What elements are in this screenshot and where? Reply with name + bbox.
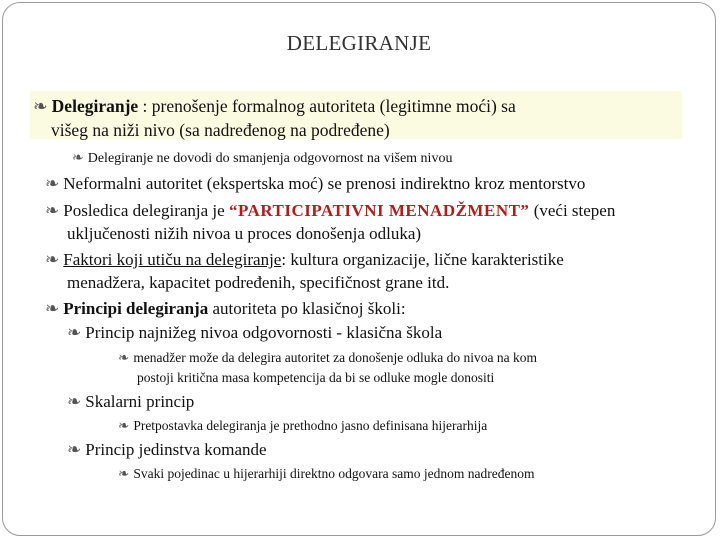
factors-text: : kultura organizacije, lične karakteristike bbox=[281, 250, 564, 269]
principles-text: autoriteta po klasičnoj školi: bbox=[208, 299, 406, 318]
leaf-bullet-icon: ❧ bbox=[45, 174, 60, 193]
principle-item bbox=[67, 440, 267, 460]
leaf-bullet-icon: ❧ bbox=[118, 466, 130, 481]
slide-title: DELEGIRANJE bbox=[286, 31, 432, 55]
principle-item bbox=[67, 392, 194, 412]
leaf-bullet-icon: ❧ bbox=[45, 299, 60, 318]
principle-detail bbox=[118, 466, 534, 482]
leaf-bullet-icon: ❧ bbox=[33, 96, 48, 116]
factors-bullet bbox=[45, 250, 564, 270]
leaf-bullet-icon: ❧ bbox=[118, 418, 130, 433]
leaf-bullet-icon: ❧ bbox=[67, 392, 82, 411]
leaf-bullet-icon: ❧ bbox=[45, 201, 60, 220]
definition-bullet bbox=[33, 96, 516, 117]
principle-detail-text: menadžer može da delegira autoritet za donošenje odluka do nivoa na kom bbox=[133, 350, 538, 365]
definition-text: : prenošenje formalnog autoriteta (legitimne moći) sa bbox=[138, 96, 516, 116]
principle-detail-text: Pretpostavka delegiranja je prethodno jasno definisana hijerarhija bbox=[133, 418, 488, 433]
consequence-text-post: (veći stepen bbox=[529, 201, 616, 220]
consequence-bullet bbox=[45, 201, 615, 221]
factors-heading: Faktori koji utiču na delegiranje bbox=[63, 250, 282, 269]
principles-bullet bbox=[45, 299, 406, 319]
definition-subpoint bbox=[72, 150, 452, 167]
leaf-bullet-icon: ❧ bbox=[67, 323, 82, 342]
principle-detail-text: Svaki pojedinac u hijerarhiji direktno odgovara samo jednom nadređenom bbox=[133, 466, 535, 481]
principle-detail bbox=[118, 418, 487, 434]
principle-item bbox=[67, 323, 442, 343]
factors-line2: menadžera, kapacitet podređenih, specifičnost grane itd. bbox=[67, 273, 450, 292]
principle-detail-line2: postoji kritična masa kompetencija da bi se odluke mogle donositi bbox=[137, 370, 495, 385]
definition-term: Delegiranje bbox=[51, 96, 139, 116]
leaf-bullet-icon: ❧ bbox=[72, 151, 84, 166]
informal-authority-text: Neformalni autoritet (ekspertska moć) se prenosi indirektno kroz mentorstvo bbox=[63, 174, 586, 193]
informal-authority-bullet bbox=[45, 174, 585, 194]
leaf-bullet-icon: ❧ bbox=[67, 440, 82, 459]
consequence-line2: uključenosti nižih nivoa u proces donošenja odluka) bbox=[67, 224, 422, 243]
definition-line2: višeg na niži nivo (sa nadređenog na podređene) bbox=[51, 120, 390, 140]
leaf-bullet-icon: ❧ bbox=[45, 250, 60, 269]
principle-label: Skalarni princip bbox=[85, 392, 195, 411]
leaf-bullet-icon: ❧ bbox=[118, 350, 130, 365]
participative-management-term: “PARTICIPATIVNI MENADŽMENT” bbox=[228, 201, 530, 220]
principle-label: Princip najnižeg nivoa odgovornosti - klasična škola bbox=[85, 323, 443, 342]
consequence-text-pre: Posledica delegiranja je bbox=[63, 201, 229, 220]
principle-label: Princip jedinstva komande bbox=[85, 440, 267, 459]
principle-detail bbox=[118, 350, 537, 366]
subpoint-text: Delegiranje ne dovodi do smanjenja odgovornost na višem nivou bbox=[87, 151, 453, 166]
principles-term: Principi delegiranja bbox=[63, 299, 209, 318]
